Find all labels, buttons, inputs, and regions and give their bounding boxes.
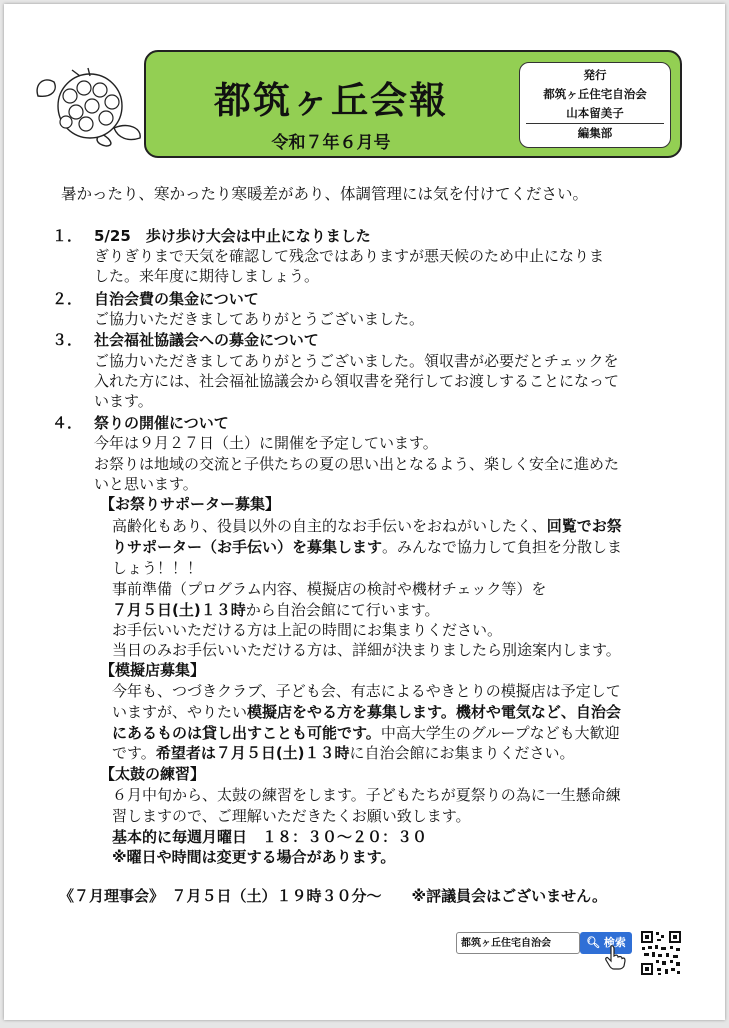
qr-code[interactable] xyxy=(640,930,682,976)
search-button-label: 検索 xyxy=(603,936,626,949)
section-text: いますが、やりたい模擬店をやる方を募集します。機材や電気など、自治会 xyxy=(112,703,621,721)
search-icon: 🔍︎ xyxy=(586,936,601,949)
section-heading: 【お祭りサポーター募集】 xyxy=(100,495,281,513)
item-text: 入れた方には、社会福祉協議会から領収書を発行してお渡しすることになって xyxy=(94,372,620,390)
intro-text: 暑かったり、寒かったり寒暖差があり、体調管理には気を付けてください。 xyxy=(61,185,589,203)
section-text: 当日のみお手伝いいただける方は、詳細が決まりましたら別途案内します。 xyxy=(112,641,621,659)
item-text: 今年は９月２７日（土）に開催を予定しています。 xyxy=(94,434,438,452)
section-text: ７月５日(土)１３時から自治会館にて行います。 xyxy=(112,601,440,619)
section-text: にあるものは貸し出すことも可能です。中高大学生のグループなども大歓迎 xyxy=(112,724,620,742)
item-number: ２． xyxy=(52,290,83,308)
item-heading: 自治会費の集金について xyxy=(94,290,259,308)
item-heading: 5/25 歩け歩け大会は中止になりました xyxy=(94,227,371,245)
item-text: ご協力いただきましてありがとうございました。領収書が必要だとチェックを xyxy=(94,352,619,370)
board-meeting-note: 《７月理事会》 ７月５日（土）１９時３０分～ ※評議員会はございません。 xyxy=(59,887,607,905)
publisher-dept: 編集部 xyxy=(577,126,613,140)
item-heading: 社会福祉協議会への募金について xyxy=(94,331,319,349)
item-text: した。来年度に期待しましょう。 xyxy=(94,267,320,285)
item-number: ４． xyxy=(52,414,83,432)
section-heading: 【太鼓の練習】 xyxy=(100,765,206,783)
article-body xyxy=(4,4,729,1028)
item-text: お祭りは地域の交流と子供たちの夏の思い出となるよう、楽しく安全に進めた xyxy=(94,455,620,473)
section-text: りサポーター（お手伝い）を募集します。みんなで協力して負担を分散しま xyxy=(112,538,623,556)
item-text: います。 xyxy=(94,392,153,410)
section-text: 高齢化もあり、役員以外の自主的なお手伝いをおねがいしたく、回覧でお祭 xyxy=(112,517,622,535)
item-number: ３． xyxy=(52,331,83,349)
publisher-label: 発行 xyxy=(583,68,607,82)
item-text: ぎりぎりまで天気を確認して残念ではありますが悪天候のため中止になりま xyxy=(94,247,605,265)
section-text: お手伝いいただける方は上記の時間にお集まりください。 xyxy=(112,621,503,639)
item-text: いと思います。 xyxy=(94,475,198,493)
section-text: ※曜日や時間は変更する場合があります。 xyxy=(112,848,396,866)
item-heading: 祭りの開催について xyxy=(94,414,229,432)
section-heading: 【模擬店募集】 xyxy=(100,661,206,679)
item-text: ご協力いただきましてありがとうございました。 xyxy=(94,310,425,328)
section-text: しょう！！！ xyxy=(112,559,203,577)
item-number: １． xyxy=(52,227,83,245)
section-text: 基本的に毎週月曜日 １８：３０～２０：３０ xyxy=(112,828,428,846)
publisher-org: 都筑ヶ丘住宅自治会 xyxy=(543,87,647,101)
section-text: です。希望者は７月５日(土)１３時に自治会館にお集まりください。 xyxy=(112,744,575,762)
pointer-hand-icon xyxy=(604,944,626,970)
search-input[interactable]: 都筑ヶ丘住宅自治会 xyxy=(456,932,580,954)
section-text: ６月中旬から、太鼓の練習をします。子どもたちが夏祭りの為に一生懸命練 xyxy=(112,786,621,804)
section-text: 事前準備（プログラム内容、模擬店の検討や機材チェック等）を xyxy=(112,580,547,598)
section-text: 習しますので、ご理解いただきたくお願い致します。 xyxy=(112,807,471,825)
newsletter-page xyxy=(4,4,725,1020)
newsletter-title: 都筑ヶ丘会報 xyxy=(214,79,448,122)
publisher-person: 山本留美子 xyxy=(526,104,664,124)
issue-label: 令和７年６月号 xyxy=(271,133,391,153)
section-text: 今年も、つづきクラブ、子ども会、有志によるやきとりの模擬店は予定して xyxy=(112,682,621,700)
